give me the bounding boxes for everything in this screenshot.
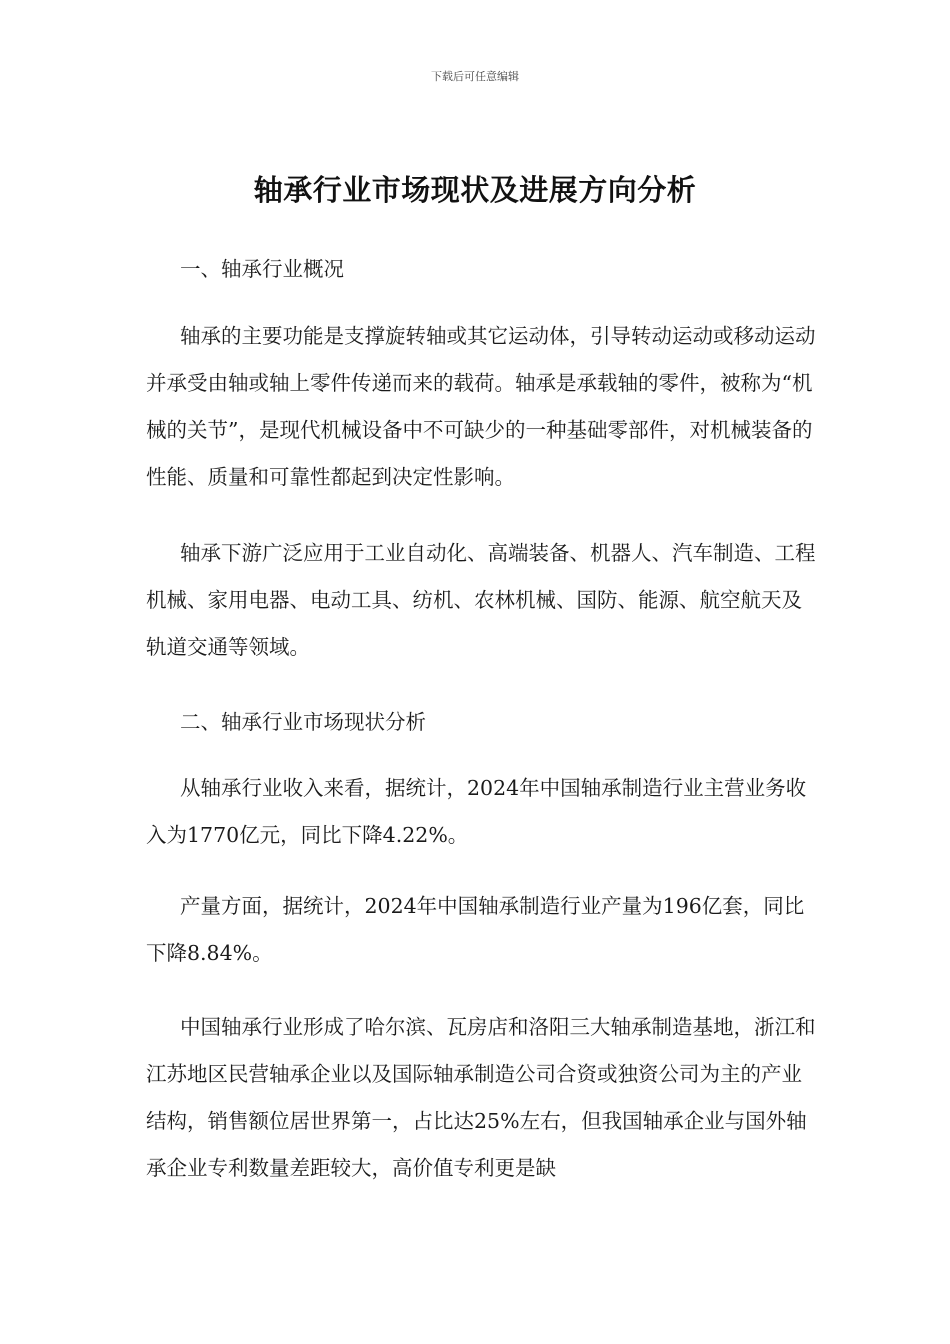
paragraph-output: 产量方面，据统计，2024年中国轴承制造行业产量为196亿套，同比下降8.84%。 [146,894,805,965]
paragraph-revenue: 从轴承行业收入来看，据统计，2024年中国轴承制造行业主营业务收入为1770亿元，同比下降4.22%。 [146,776,807,847]
document-title: 轴承行业市场现状及进展方向分析 [253,173,697,207]
section-heading-market-status: 二、轴承行业市场现状分析 [180,710,426,734]
paragraph-industry-structure: 中国轴承行业形成了哈尔滨、瓦房店和洛阳三大轴承制造基地，浙江和江苏地区民营轴承企业以及国际轴承制造公司合资或独资公司为主的产业结构，销售额位居世界第一，占比达25%左右，但我国轴承企业与国外轴承企业专利数量差距较大，高价值专利更是缺 [146,1015,816,1180]
paragraph-bearing-applications: 轴承下游广泛应用于工业自动化、高端装备、机器人、汽车制造、工程机械、家用电器、电动工具、纺机、农林机械、国防、能源、航空航天及轨道交通等领域。 [146,541,816,659]
paragraph-bearing-function: 轴承的主要功能是支撑旋转轴或其它运动体，引导转动运动或移动运动并承受由轴或轴上零件传递而来的载荷。轴承是承载轴的零件，被称为“机械的关节”，是现代机械设备中不可缺少的一种基础零部件，对机械装备的性能、质量和可靠性都起到决定性影响。 [146,324,816,489]
header-note: 下载后可任意编辑 [431,70,519,83]
section-heading-overview: 一、轴承行业概况 [180,257,344,281]
